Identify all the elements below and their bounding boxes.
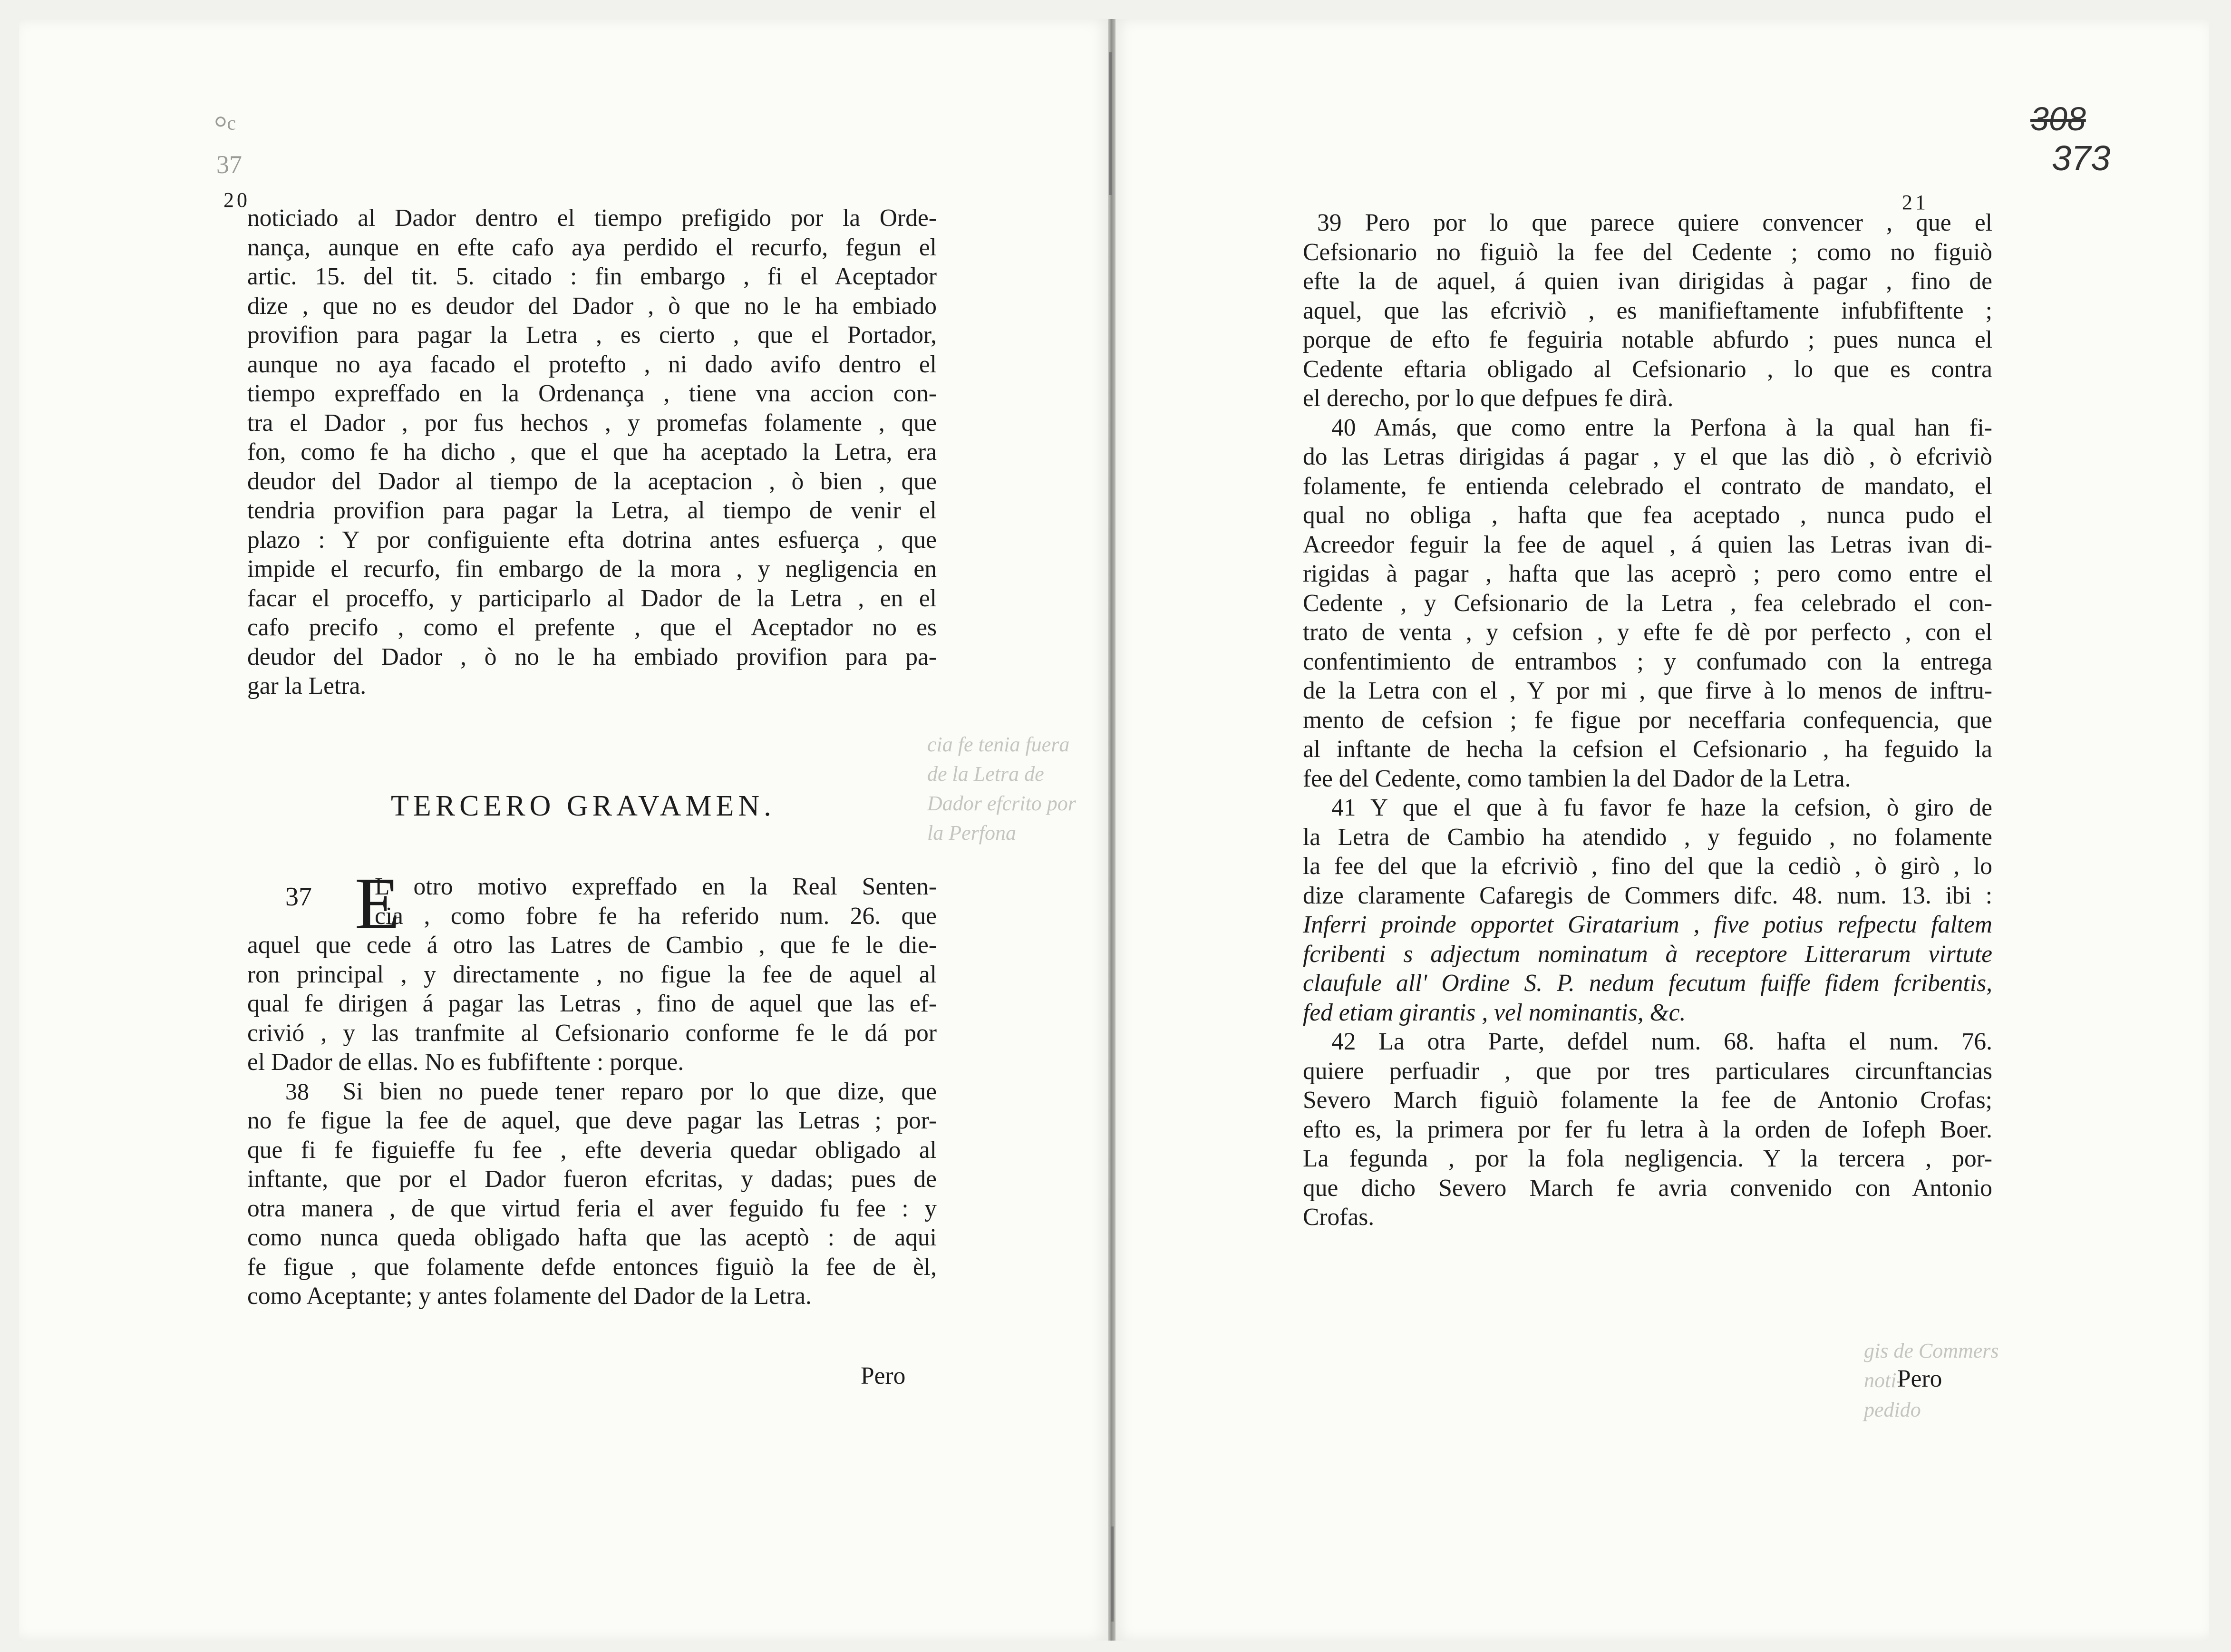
text-line: ron principal , y directamente , no figue la fee de aquel al [247,961,937,988]
book-gutter [1108,19,1116,1641]
text-line: fon, como fe ha dicho , que el que ha aceptado la Letra, era [247,438,937,466]
text-line: no fe figue la fee de aquel, que deve pagar las Letras ; por- [247,1107,937,1134]
text-line: al inftante de hecha la cefsion el Cefsionario , ha feguido la [1303,736,1992,763]
text-line: qual fe dirigen á pagar las Letras , fino de aquel que las ef- [247,990,937,1017]
ink-mark: °ᶜ [214,110,236,146]
section-heading: TERCERO GRAVAMEN. [391,790,776,822]
paragraph-number: 37 [285,882,312,912]
text-line: tendria provifion para pagar la Letra, al tiempo de venir el [247,497,937,524]
text-line: 41 Y que el que à fu favor fe haze la cefsion, ò giro de [1331,794,1992,821]
right-page-number: 21 [1902,191,1929,214]
text-line: el Dador de ellas. No es fubfiftente : porque. [247,1049,684,1076]
text-line: cia , como fobre fe ha referido num. 26. que [375,902,937,930]
text-line: trato de venta , y cefsion , y efte fe dè por perfecto , con el [1303,619,1992,646]
text-line: folamente, fe entienda celebrado el contrato de mandato, el [1303,472,1992,500]
latin-quote-line: claufule all' Ordine S. P. nedum fecutum fuiffe fidem fcribentis, [1303,970,1992,997]
text-line: que dicho Severo March fe avria convenido con Antonio [1303,1174,1992,1202]
left-page-number: 20 [223,188,250,212]
text-line: facar el proceffo, y participarlo al Dador de la Letra , en el [247,584,937,612]
text-line: noticiado al Dador dentro el tiempo prefigido por la Orde- [247,204,937,232]
bleed-through-text: cia fe tenia fuera de la Letra de Dador efcrito por la Perfona [927,733,1076,845]
text-line: 39 Pero por lo que parece quiere convencer , que el [1317,209,1992,236]
text-line: provifion para pagar la Letra , es cierto , que el Portador, [247,321,937,349]
text-line: la fee del que la efcriviò , fino del que la cediò , ò girò , lo [1303,853,1992,880]
text-line: plazo : Y por configuiente efta dotrina antes esfuerça , que [247,526,937,554]
handwritten-folio-new: 373 [2052,138,2111,178]
gutter-shadow-top [1109,52,1112,195]
handwritten-folio-old: 308 [2030,100,2086,137]
text-line: efto es, la primera por fer fu letra à la orden de Iofeph Boer. [1303,1116,1992,1143]
text-line: porque de efto fe feguiria notable abfurdo ; pues nunca el [1303,326,1992,353]
latin-quote-line: fcribenti s adjectum nominatum à receptore Litterarum virtute [1303,940,1992,968]
text-line: L otro motivo expreffado en la Real Senten- [375,873,937,900]
text-line: que fi fe figuieffe fu fee , efte deveria quedar obligado al [247,1136,937,1164]
text-line: mento de cefsion ; fe figue por neceffaria confequencia, que [1303,706,1992,734]
left-body-text [247,204,937,701]
text-line: tiempo expreffado en la Ordenança , tiene vna accion con- [247,380,937,407]
catchword: Pero [861,1362,906,1390]
text-line: como nunca queda obligado hafta que las aceptò : de aqui [247,1224,937,1251]
text-line: Cedente , y Cefsionario de la Letra , fea celebrado el con- [1303,589,1992,617]
drop-cap: E [355,862,400,944]
paragraph-38-first-line: 38 Si bien no puede tener reparo por lo que dize, que [285,1078,937,1105]
ink-mark: 37 [216,150,242,179]
text-line: crivió , y las tranfmite al Cefsionario conforme fe le dá por [247,1019,937,1047]
text-line: Severo March figuiò folamente la fee de Antonio Crofas; [1303,1087,1992,1114]
text-line: artic. 15. del tit. 5. citado : fin embargo , fi el Aceptador [247,263,937,290]
text-line: deudor del Dador al tiempo de la aceptacion , ò bien , que [247,467,937,495]
text-line: Cedente eftaria obligado al Cefsionario , lo que es contra [1303,355,1992,383]
text-line: dize , que no es deudor del Dador , ò que no le ha embiado [247,292,937,320]
text-line: nança, aunque en efte cafo aya perdido el recurfo, fegun el [247,233,937,261]
text-line: deudor del Dador , ò no le ha embiado provifion para pa- [247,643,937,671]
text-line: quiere perfuadir , que por tres particulares circunftancias [1303,1057,1992,1085]
text-line: impide el recurfo, fin embargo de la mora , y negligencia en [247,555,937,583]
text-line: Cefsionario no figuiò la fee del Cedente ; como no figuiò [1303,238,1992,266]
paragraph-37 [247,862,937,1311]
text-line: Acreedor feguir la fee de aquel , á quien las Letras ivan di- [1303,531,1992,558]
text-line: qual no obliga , hafta que fea aceptado , nunca pudo el [1303,502,1992,529]
text-line: 40 Amás, que como entre la Perfona à la qual han fi- [1331,414,1992,441]
text-line: fee del Cedente, como tambien la del Dador de la Letra. [1303,765,1851,792]
text-line: tra el Dador , por fus hechos , y promefas folamente , que [247,409,937,437]
text-line: la Letra de Cambio ha atendido , y feguido , no folamente [1303,823,1992,851]
text-line: gar la Letra. [247,672,367,700]
text-line: Crofas. [1303,1204,1375,1231]
text-line: aunque no aya facado el protefto , ni dado avifo dentro el [247,350,937,378]
text-line: inftante, que por el Dador fueron efcritas, y dadas; pues de [247,1166,937,1193]
text-line: do las Letras dirigidas á pagar , y el que las diò , ò efcriviò [1303,443,1992,470]
text-line: otra manera , de que virtud feria el aver feguido fu fee : y [247,1195,937,1222]
text-line: cafo precifo , como el prefente , que el Aceptador no es [247,614,937,641]
text-line: dize claramente Cafaregis de Commers difc. 48. num. 13. ibi : [1303,882,1992,909]
bleed-through-text: gis de Commers noti- pedido [1864,1339,1999,1421]
text-line: rigidas à pagar , hafta que las aceprò ; pero como entre el [1303,560,1992,587]
text-line: de la Letra con el , Y por mi , que firve à lo menos de inftru- [1303,677,1992,704]
right-body-text [1303,208,1992,1232]
text-line: fe figue , que folamente defde entonces figuiò la fee de èl, [247,1253,937,1281]
text-line: confentimiento de entrambos ; y confumado con la entrega [1303,648,1992,675]
text-line: como Aceptante; y antes folamente del Dador de la Letra. [247,1283,812,1310]
text-line: aquel que cede á otro las Latres de Cambio , que fe le die- [247,932,937,959]
paragraph-number: 38 [285,1078,309,1105]
catchword: Pero [1897,1365,1942,1392]
text-line: La fegunda , por la fola negligencia. Y la tercera , por- [1303,1145,1992,1172]
text-line: efte la de aquel, á quien ivan dirigidas à pagar , fino de [1303,268,1992,295]
gutter-shadow-bottom [1111,1526,1114,1622]
latin-quote-line: Inferri proinde opportet Giratarium , five potius refpectu faltem [1303,911,1992,938]
text-line: aquel, que las efcriviò , es manifieftamente infubfiftente ; [1303,297,1992,324]
text-line: 42 La otra Parte, defdel num. 68. hafta el num. 76. [1331,1028,1992,1055]
text-line: el derecho, por lo que defpues fe dirà. [1303,385,1674,412]
latin-quote-line: fed etiam girantis , vel nominantis, &c. [1303,999,1686,1026]
